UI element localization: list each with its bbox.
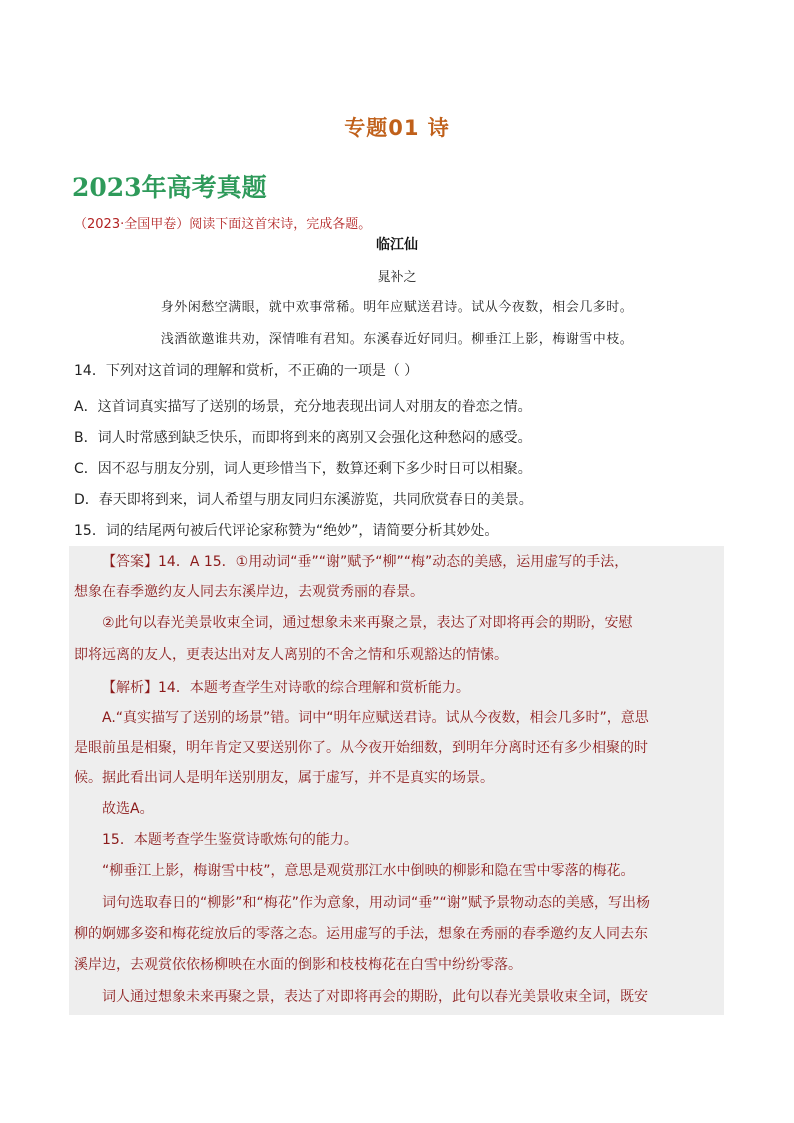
analysis-line: A.“真实描写了送别的场景”错。词中“明年应赋送君诗。试从今夜数，相会几多时”，意思 [102, 710, 649, 726]
page-title: 专题01 诗 [344, 116, 450, 140]
analysis-line: 词人通过想象未来再聚之景，表达了对即将再会的期盼，此句以春光美景收束全词，既安 [102, 989, 648, 1005]
option-d: D．春天即将到来，词人希望与朋友同归东溪游览，共同欣赏春日的美景。 [74, 492, 533, 508]
analysis-line: 【解析】14．本题考查学生对诗歌的综合理解和赏析能力。 [102, 680, 470, 696]
option-b: B．词人时常感到缺乏快乐，而即将到来的离别又会强化这种愁闷的感受。 [74, 430, 532, 446]
analysis-line: 柳的婀娜多姿和梅花绽放后的零落之态。运用虚写的手法，想象在秀丽的春季邀约友人同去东 [74, 926, 648, 942]
analysis-line: 是眼前虽是相聚，明年肯定又要送别你了。从今夜开始细数，到明年分离时还有多少相聚的时 [74, 740, 648, 756]
analysis-line: 词句选取春日的“柳影”和“梅花”作为意象，用动词“垂”“谢”赋予景物动态的美感，写出杨 [102, 895, 651, 911]
question-14: 14．下列对这首词的理解和赏析，不正确的一项是（ ） [74, 363, 419, 379]
answer-line: 【答案】14．A 15．①用动词“垂”“谢”赋予“柳”“梅”动态的美感，运用虚写的手法， [102, 554, 629, 570]
poem-title: 临江仙 [376, 237, 418, 253]
answer-line: 想象在春季邀约友人同去东溪岸边，去观赏秀丽的春景。 [74, 584, 424, 600]
analysis-line: 溪岸边，去观赏依依杨柳映在水面的倒影和枝枝梅花在白雪中纷纷零落。 [74, 957, 522, 973]
analysis-line: 故选A。 [102, 801, 154, 817]
poem-line: 浅酒欲邀谁共劝，深情唯有君知。东溪春近好同归。柳垂江上影，梅谢雪中枝。 [160, 332, 634, 347]
analysis-line: 15．本题考查学生鉴赏诗歌炼句的能力。 [102, 832, 358, 848]
question-source: （2023·全国甲卷）阅读下面这首宋诗，完成各题。 [74, 217, 372, 232]
poem-author: 晁补之 [377, 270, 417, 285]
section-heading: 2023年高考真题 [72, 173, 267, 202]
answer-line: ②此句以春光美景收束全词，通过想象未来再聚之景，表达了对即将再会的期盼，安慰 [102, 615, 633, 631]
question-15: 15．词的结尾两句被后代评论家称赞为“绝妙”，请简要分析其妙处。 [74, 523, 499, 539]
poem-line: 身外闲愁空满眼，就中欢事常稀。明年应赋送君诗。试从今夜数，相会几多时。 [160, 300, 634, 315]
analysis-line: 候。据此看出词人是明年送别朋友，属于虚写，并不是真实的场景。 [74, 770, 494, 786]
option-c: C．因不忍与朋友分别，词人更珍惜当下，数算还剩下多少时日可以相聚。 [74, 461, 532, 477]
option-a: A．这首词真实描写了送别的场景，充分地表现出词人对朋友的眷恋之情。 [74, 399, 532, 415]
answer-line: 即将远离的友人，更表达出对友人离别的不舍之情和乐观豁达的情愫。 [74, 647, 508, 663]
analysis-line: “柳垂江上影，梅谢雪中枝”，意思是观赏那江水中倒映的柳影和隐在雪中零落的梅花。 [102, 863, 635, 879]
